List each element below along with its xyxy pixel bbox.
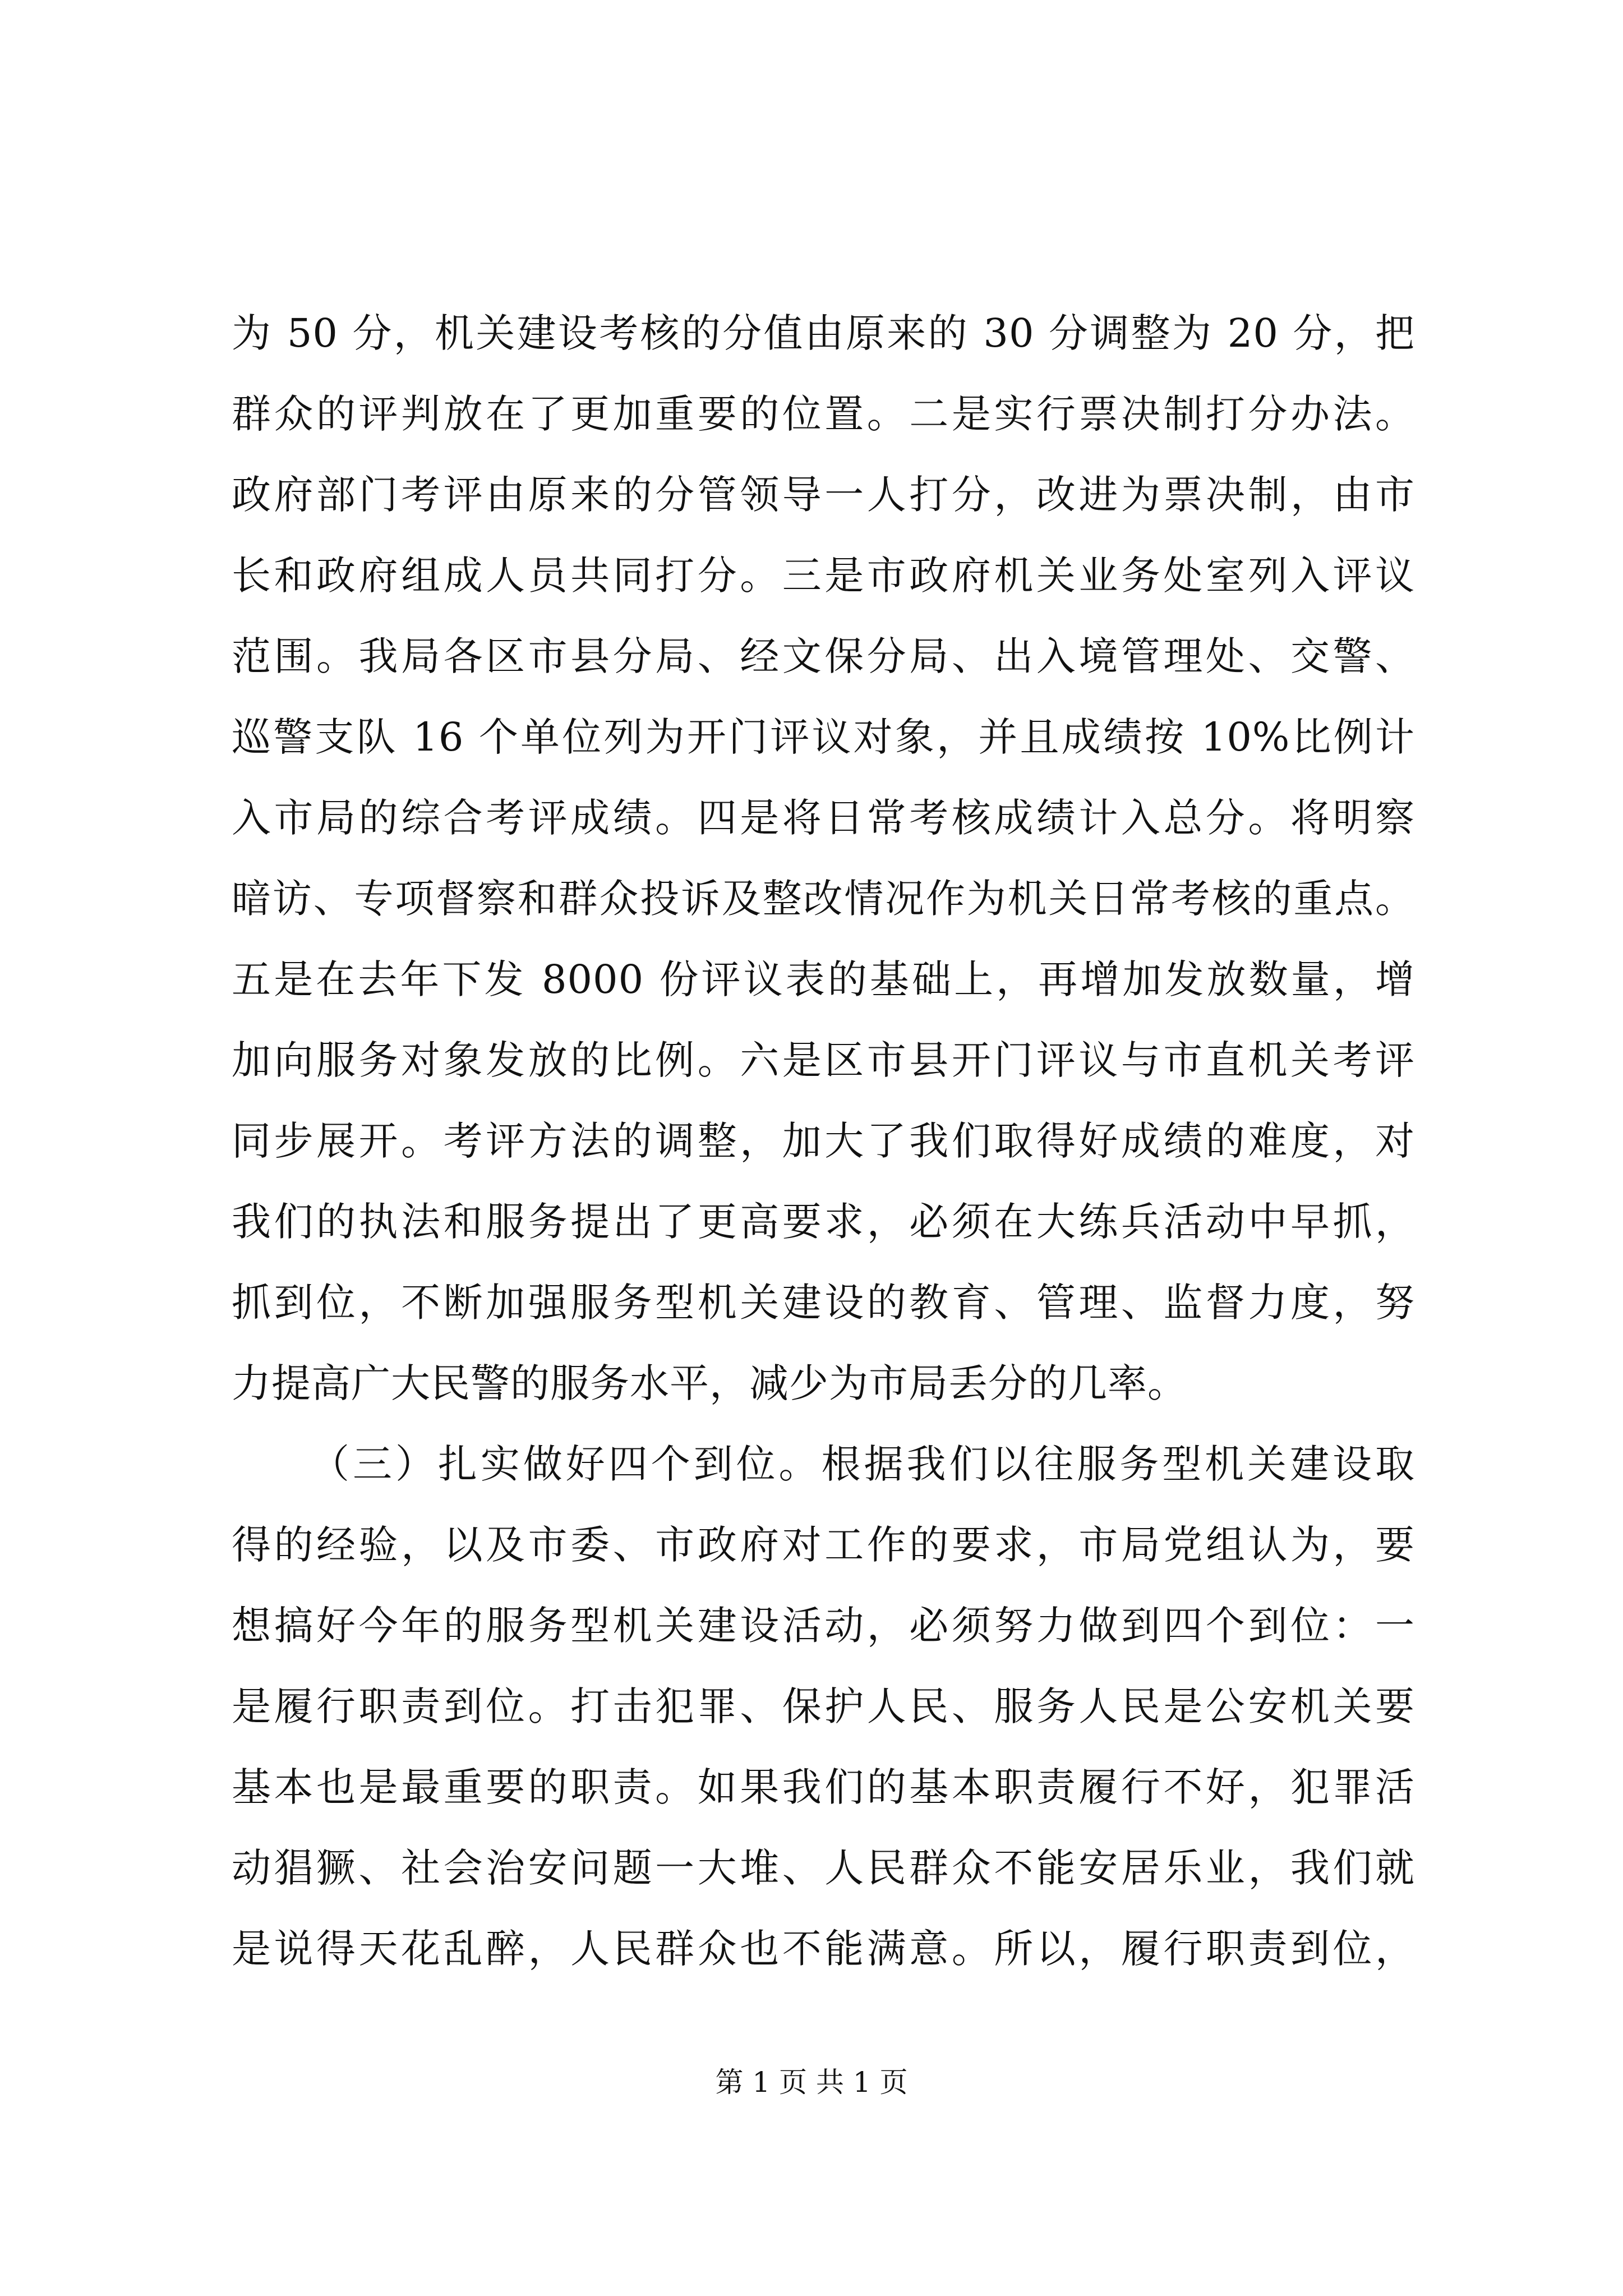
text-line: 同步展开。考评方法的调整，加大了我们取得好成绩的难度，对 xyxy=(232,1118,1415,1164)
page-footer: 第 1 页 共 1 页 xyxy=(715,2066,908,2099)
text-line: 动猖獗、社会治安问题一大堆、人民群众不能安居乐业，我们就 xyxy=(232,1845,1415,1891)
text-line-paragraph-end: 力提高广大民警的服务水平，减少为市局丢分的几率。 xyxy=(232,1360,1187,1406)
text-line: 范围。我局各区市县分局、经文保分局、出入境管理处、交警、 xyxy=(232,633,1415,679)
text-line: 暗访、专项督察和群众投诉及整改情况作为机关日常考核的重点。 xyxy=(232,876,1415,922)
text-line: 我们的执法和服务提出了更高要求，必须在大练兵活动中早抓， xyxy=(232,1199,1415,1245)
text-line: 为 50 分，机关建设考核的分值由原来的 30 分调整为 20 分，把 xyxy=(232,310,1415,356)
text-line: 是履行职责到位。打击犯罪、保护人民、服务人民是公安机关要 xyxy=(232,1683,1415,1729)
text-line: 入市局的综合考评成绩。四是将日常考核成绩计入总分。将明察 xyxy=(232,795,1415,841)
text-line: 群众的评判放在了更加重要的位置。二是实行票决制打分办法。 xyxy=(232,391,1415,437)
body-text xyxy=(232,293,1415,1989)
text-line: 抓到位，不断加强服务型机关建设的教育、管理、监督力度，努 xyxy=(232,1280,1415,1326)
text-line: 基本也是最重要的职责。如果我们的基本职责履行不好，犯罪活 xyxy=(232,1764,1415,1810)
text-line: 是说得天花乱醉，人民群众也不能满意。所以，履行职责到位， xyxy=(232,1926,1415,1972)
text-line: 想搞好今年的服务型机关建设活动，必须努力做到四个到位：一 xyxy=(232,1603,1415,1649)
text-line: 长和政府组成人员共同打分。三是市政府机关业务处室列入评议 xyxy=(232,553,1415,599)
text-line-paragraph-start: （三）扎实做好四个到位。根据我们以往服务型机关建设取 xyxy=(310,1441,1415,1487)
text-line: 政府部门考评由原来的分管领导一人打分，改进为票决制，由市 xyxy=(232,472,1415,518)
text-line: 五是在去年下发 8000 份评议表的基础上，再增加发放数量，增 xyxy=(232,956,1415,1002)
text-line: 巡警支队 16 个单位列为开门评议对象，并且成绩按 10%比例计 xyxy=(232,714,1415,760)
text-line: 得的经验，以及市委、市政府对工作的要求，市局党组认为，要 xyxy=(232,1522,1415,1568)
text-line: 加向服务对象发放的比例。六是区市县开门评议与市直机关考评 xyxy=(232,1037,1415,1083)
